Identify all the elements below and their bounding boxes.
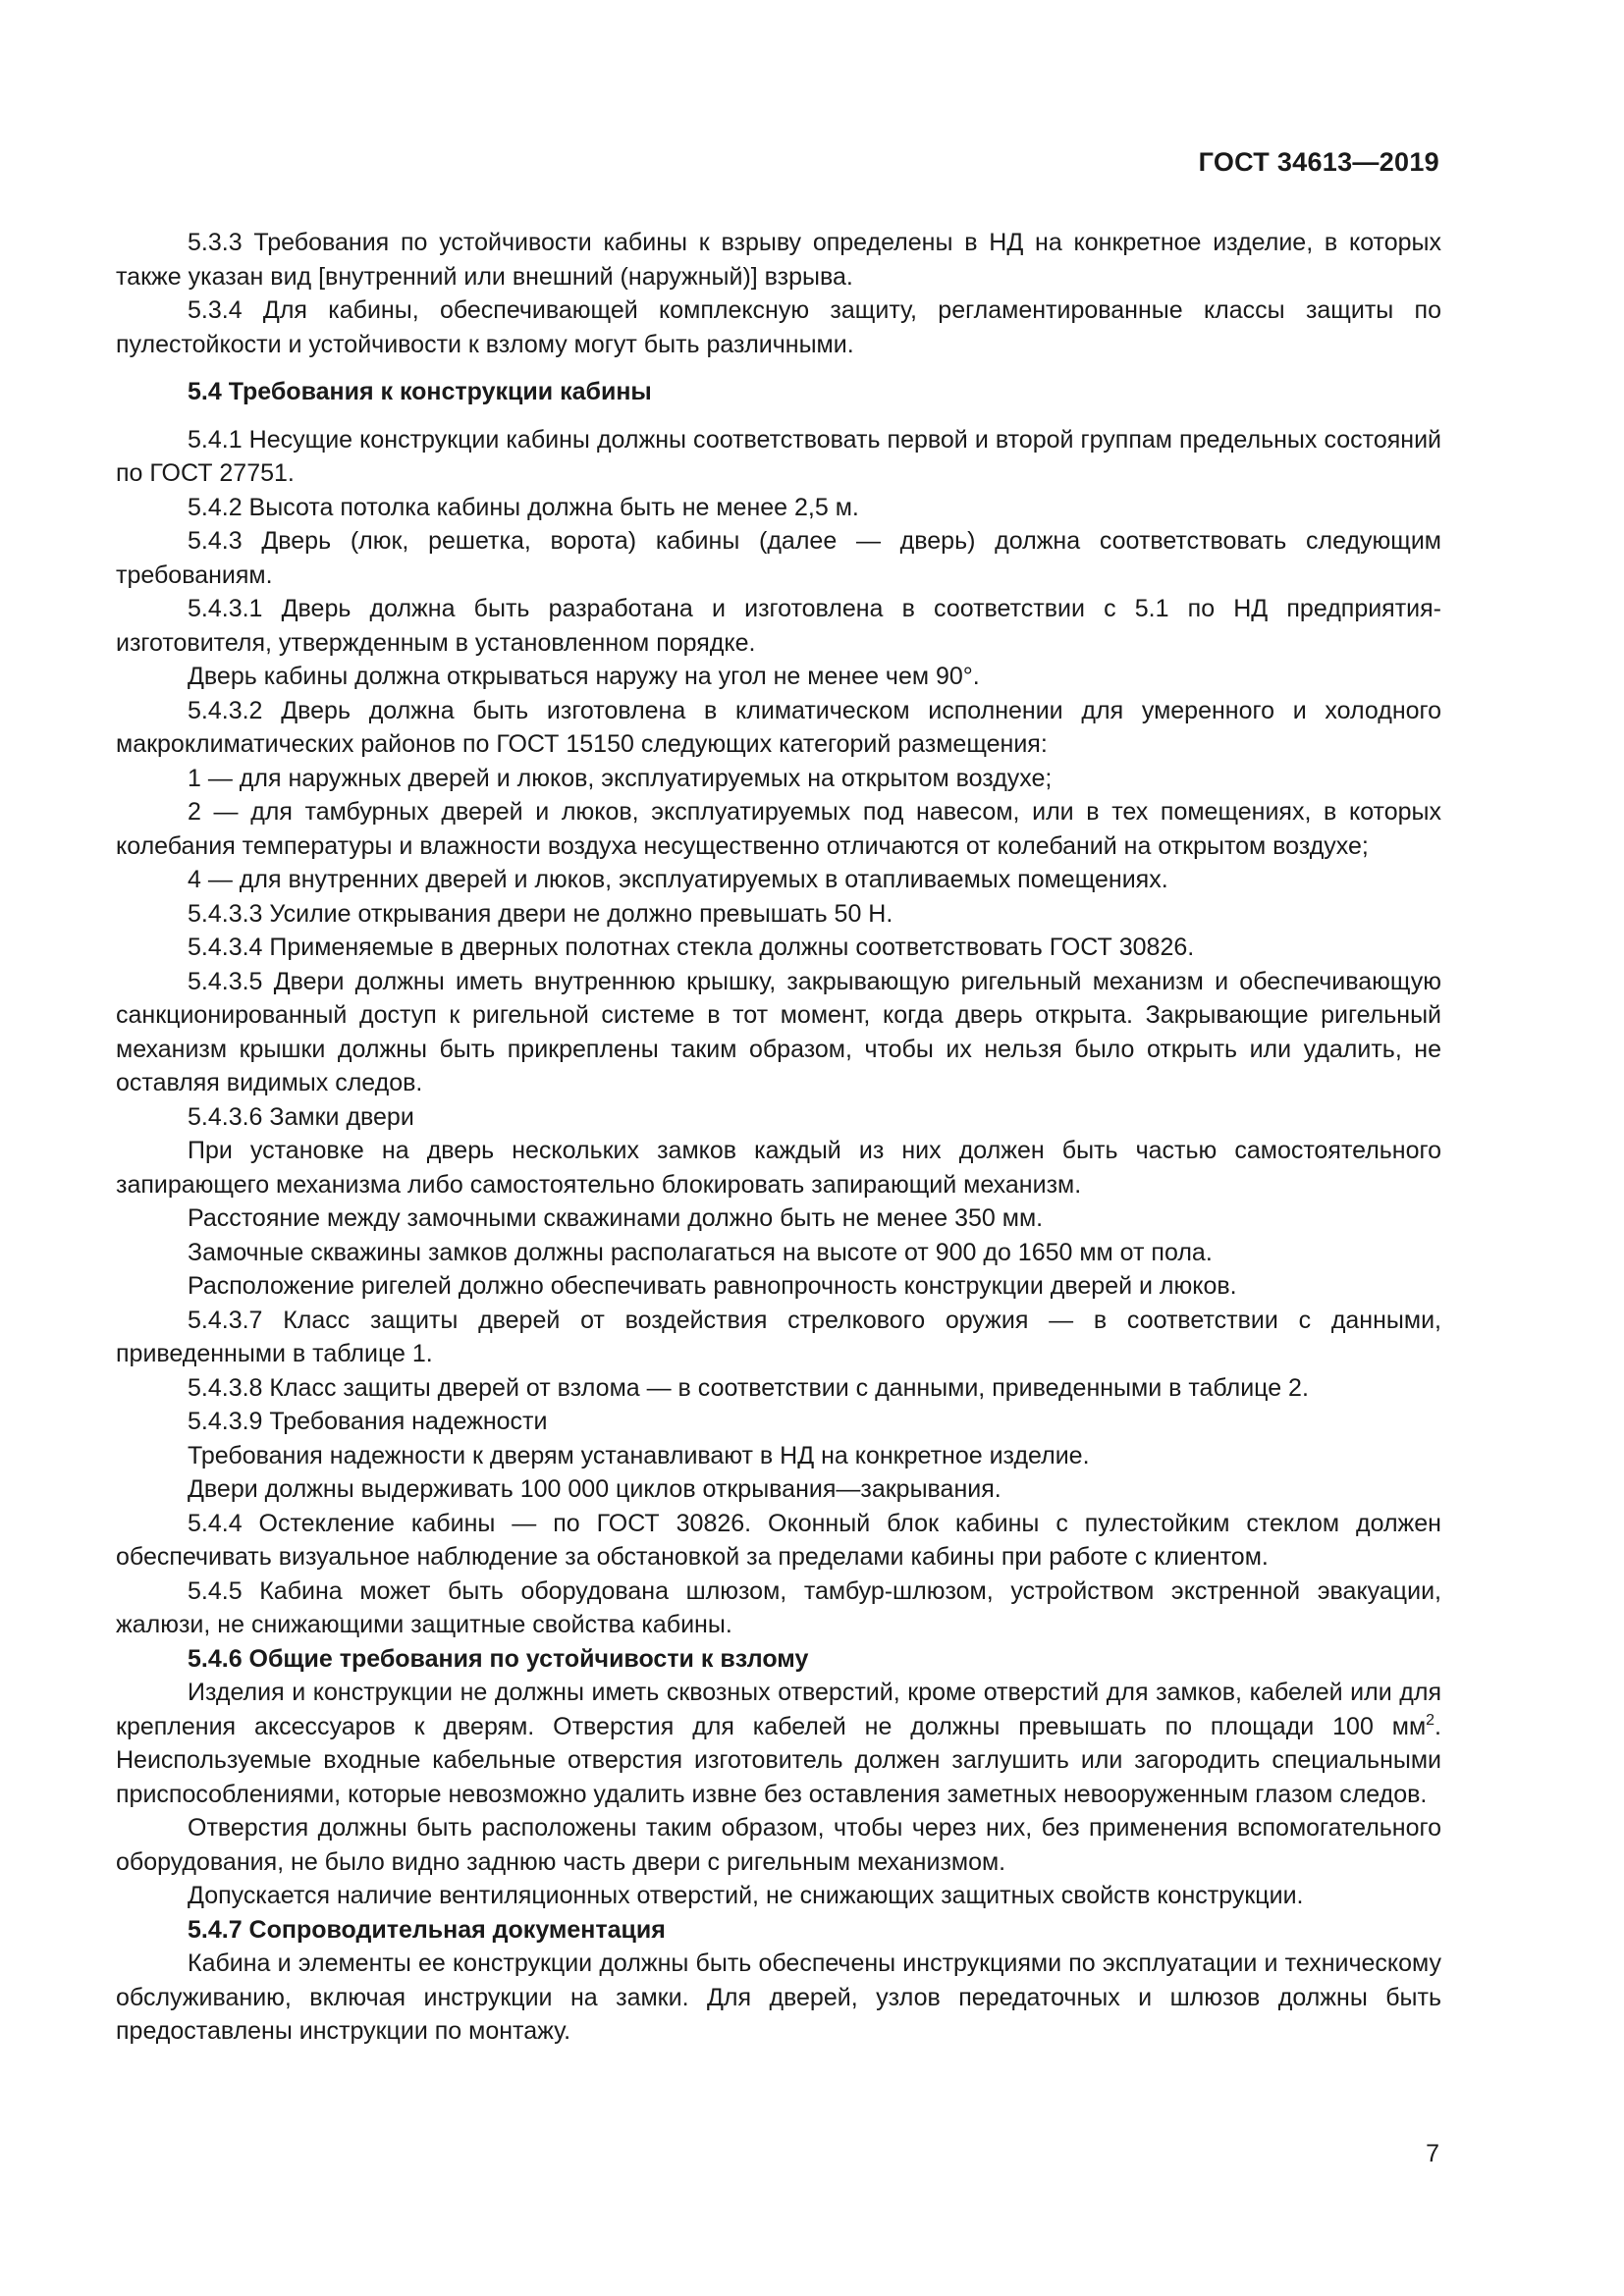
paragraph-5-4-4: 5.4.4 Остекление кабины — по ГОСТ 30826. Оконный блок кабины с пулестойким стеклом должен обеспечивать визуальное наблюдение за обстановкой за пределами кабины при работе с клиентом. [116, 1509, 1441, 1571]
paragraph-locks-1: При установке на дверь нескольких замков каждый из них должен быть частью самостоятельного запирающего механизма либо самостоятельно блокировать запирающий механизм. [116, 1137, 1441, 1199]
paragraph-5-4-3: 5.4.3 Дверь (люк, решетка, ворота) кабины (далее — дверь) должна соответствовать следующим требованиям. [116, 527, 1441, 589]
document-body [116, 226, 1441, 2049]
paragraph-5-4-5: 5.4.5 Кабина может быть оборудована шлюзом, тамбур-шлюзом, устройством экстренной эвакуации, жалюзи, не снижающими защитные свойства кабины. [116, 1576, 1441, 1638]
paragraph-5-4-3-9: 5.4.3.9 Требования надежности [188, 1408, 548, 1435]
paragraph-5-4-3-8: 5.4.3.8 Класс защиты дверей от взлома — в соответствии с данными, приведенными в таблице 2. [188, 1373, 1309, 1402]
document-header: ГОСТ 34613—2019 [1198, 147, 1439, 177]
section-heading-5-4-6: 5.4.6 Общие требования по устойчивости к взлому [188, 1644, 809, 1673]
superscript-squared: 2 [1426, 1711, 1435, 1729]
page-number: 7 [1426, 2140, 1439, 2167]
paragraph-holes-2: Отверстия должны быть расположены таким образом, чтобы через них, без применения вспомогательного оборудования, не было видно заднюю часть двери с ригельным механизмом. [116, 1814, 1441, 1876]
paragraph-holes-3: Допускается наличие вентиляционных отверстий, не снижающих защитных свойств конструкции. [188, 1882, 1304, 1909]
section-heading-5-4-7: 5.4.7 Сопроводительная документация [188, 1915, 666, 1944]
paragraph-locks-3: Замочные скважины замков должны располагаться на высоте от 900 до 1650 мм от пола. [188, 1238, 1213, 1266]
paragraph-5-3-3: 5.3.3 Требования по устойчивости кабины к взрыву определены в НД на конкретное изделие, в которых также указан вид [внутренний или внешний (наружный)] взрыва. [116, 229, 1441, 291]
paragraph-holes-1 [116, 1676, 1441, 1811]
paragraph-reliability-2: Двери должны выдерживать 100 000 циклов открывания—закрывания. [188, 1475, 1001, 1503]
paragraph-5-4-3-4: 5.4.3.4 Применяемые в дверных полотнах стекла должны соответствовать ГОСТ 30826. [188, 934, 1195, 961]
paragraph-locks-4: Расположение ригелей должно обеспечивать равнопрочность конструкции дверей и люков. [188, 1272, 1237, 1300]
paragraph-5-4-3-3: 5.4.3.3 Усилие открывания двери не должно превышать 50 Н. [188, 899, 893, 928]
paragraph-5-4-1: 5.4.1 Несущие конструкции кабины должны соответствовать первой и второй группам предельных состояний по ГОСТ 27751. [116, 425, 1441, 487]
section-heading-5-4: 5.4 Требования к конструкции кабины [188, 378, 652, 405]
paragraph-docs: Кабина и элементы ее конструкции должны быть обеспечены инструкциями по эксплуатации и техническому обслуживанию, включая инструкции на замки. Для дверей, узлов передаточных и шлюзов должны быть предоставлены инструкции по монтажу. [116, 1949, 1441, 2045]
paragraph-5-4-3-5: 5.4.3.5 Двери должны иметь внутреннюю крышку, закрывающую ригельный механизм и обеспечивающую санкционированный доступ к ригельной системе в тот момент, когда дверь открыта. Закрывающие ригельный механизм крышки должны быть прикреплены таким образом, чтобы их нельзя было открыть или удалить, не оставляя видимых следов. [116, 967, 1441, 1096]
paragraph-category-4: 4 — для внутренних дверей и люков, эксплуатируемых в отапливаемых помещениях. [188, 866, 1168, 893]
paragraph-5-4-3-7: 5.4.3.7 Класс защиты дверей от воздействия стрелкового оружия — в соответствии с данными, приведенными в таблице 1. [116, 1306, 1441, 1367]
paragraph-5-4-3-6: 5.4.3.6 Замки двери [188, 1102, 414, 1131]
paragraph-door-open: Дверь кабины должна открываться наружу на угол не менее чем 90°. [188, 663, 980, 690]
paragraph-5-4-2: 5.4.2 Высота потолка кабины должна быть не менее 2,5 м. [188, 493, 859, 521]
paragraph-5-3-4: 5.3.4 Для кабины, обеспечивающей комплексную защиту, регламентированные классы защиты по пулестойкости и устойчивости к взлому могут быть различными. [116, 296, 1441, 358]
paragraph-locks-2: Расстояние между замочными скважинами должно быть не менее 350 мм. [188, 1204, 1044, 1232]
paragraph-5-4-3-1: 5.4.3.1 Дверь должна быть разработана и изготовлена в соответствии с 5.1 по НД предприятия-изготовителя, утвержденным в установленном порядке. [116, 595, 1441, 657]
paragraph-category-2: 2 — для тамбурных дверей и люков, эксплуатируемых под навесом, или в тех помещениях, в которых колебания температуры и влажности воздуха несущественно отличаются от колебаний на открытом воздухе; [116, 798, 1441, 860]
paragraph-reliability-1: Требования надежности к дверям устанавливают в НД на конкретное изделие. [188, 1441, 1090, 1469]
paragraph-holes-1-part-a: Изделия и конструкции не должны иметь сквозных отверстий, кроме отверстий для замков, кабелей или для крепления аксессуаров к дверям. Отверстия для кабелей не должны превышать по площади 100 мм [116, 1679, 1441, 1740]
paragraph-5-4-3-2: 5.4.3.2 Дверь должна быть изготовлена в климатическом исполнении для умеренного и холодного макроклиматических районов по ГОСТ 15150 следующих категорий размещения: [116, 696, 1441, 758]
paragraph-category-1: 1 — для наружных дверей и люков, эксплуатируемых на открытом воздухе; [188, 764, 1053, 792]
paragraph-holes-1-part-b: . Неиспользуемые входные кабельные отверстия изготовитель должен заглушить или загородить специальными приспособлениями, которые невозможно удалить извне без оставления заметных невооруженным глазом следов. [116, 1712, 1441, 1808]
